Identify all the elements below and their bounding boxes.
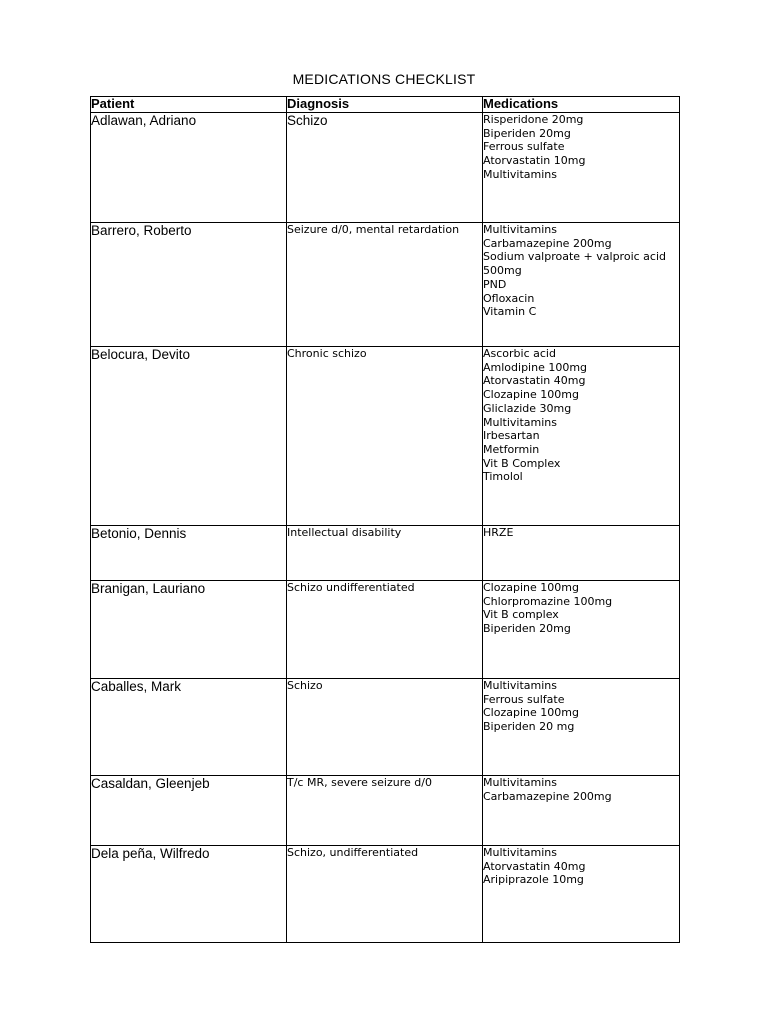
diagnosis: Chronic schizo [287,347,483,526]
medication-item: Carbamazepine 200mg [483,236,612,250]
diagnosis: Seizure d/0, mental retardation [287,223,483,347]
patient-name: Branigan, Lauriano [91,581,287,679]
table-row [91,223,680,347]
table-row [91,776,680,846]
diagnosis: Schizo undifferentiated [287,581,483,679]
medication-item: PND [483,277,507,291]
medication-item: Chlorpromazine 100mg [483,594,613,608]
medication-item: Atorvastatin 40mg [483,859,586,873]
medication-item: Clozapine 100mg [483,388,579,402]
medication-item: Ascorbic acid [483,347,556,360]
medication-item: Aripiprazole 10mg [483,873,584,887]
medication-item: Multivitamins [483,167,557,181]
medications-list [483,113,680,223]
page-title: MEDICATIONS CHECKLIST [292,71,476,87]
medication-item: Multivitamins [483,679,557,692]
medication-item: Biperiden 20mg [483,126,571,140]
medications-list [483,347,680,526]
patient-name: Belocura, Devito [91,347,287,526]
medication-item: Carbamazepine 200mg [483,789,612,803]
medication-item: 500mg [483,264,522,278]
diagnosis: T/c MR, severe seizure d/0 [287,776,483,846]
table-row [91,846,680,943]
medication-item: Vit B Complex [483,456,561,470]
medication-item: Ferrous sulfate [483,140,565,154]
column-header-patient: Patient [91,97,287,113]
medication-item: HRZE [483,526,514,539]
patient-name: Barrero, Roberto [91,223,287,347]
medications-list [483,223,680,347]
medication-item: Irbesartan [483,429,540,443]
medication-item: Atorvastatin 10mg [483,154,586,168]
medications-list [483,846,680,943]
table-row [91,679,680,776]
patient-name: Betonio, Dennis [91,526,287,581]
medications-list [483,679,680,776]
table-row [91,347,680,526]
medication-item: Metformin [483,442,540,456]
medication-item: Multivitamins [483,415,557,429]
patient-name: Casaldan, Gleenjeb [91,776,287,846]
medication-item: Multivitamins [483,223,557,236]
column-header-medications: Medications [483,97,680,113]
table-row [91,526,680,581]
medications-list [483,526,680,581]
medication-item: Sodium valproate + valproic acid [483,250,666,264]
medications-list [483,581,680,679]
diagnosis: Schizo, undifferentiated [287,846,483,943]
table-header-row [91,97,680,113]
medication-item: Gliclazide 30mg [483,401,572,415]
medication-item: Vit B complex [483,608,559,622]
medication-item: Timolol [483,470,523,484]
medication-item: Clozapine 100mg [483,706,579,720]
medication-item: Ofloxacin [483,291,535,305]
medication-item: Biperiden 20mg [483,622,571,636]
medications-list [483,776,680,846]
diagnosis: Schizo [287,679,483,776]
medication-item: Atorvastatin 40mg [483,374,586,388]
diagnosis: Intellectual disability [287,526,483,581]
medication-item: Multivitamins [483,776,557,789]
medication-item: Biperiden 20 mg [483,720,575,734]
diagnosis: Schizo [287,113,483,223]
table-row [91,113,680,223]
table-row [91,581,680,679]
medication-item: Vitamin C [483,305,537,319]
medication-item: Ferrous sulfate [483,692,565,706]
medication-item: Amlodipine 100mg [483,360,588,374]
patient-name: Dela peña, Wilfredo [91,846,287,943]
medication-item: Clozapine 100mg [483,581,579,594]
column-header-diagnosis: Diagnosis [287,97,483,113]
medication-item: Multivitamins [483,846,557,859]
medication-item: Risperidone 20mg [483,113,584,126]
medications-table [90,96,680,943]
patient-name: Adlawan, Adriano [91,113,287,223]
patient-name: Caballes, Mark [91,679,287,776]
